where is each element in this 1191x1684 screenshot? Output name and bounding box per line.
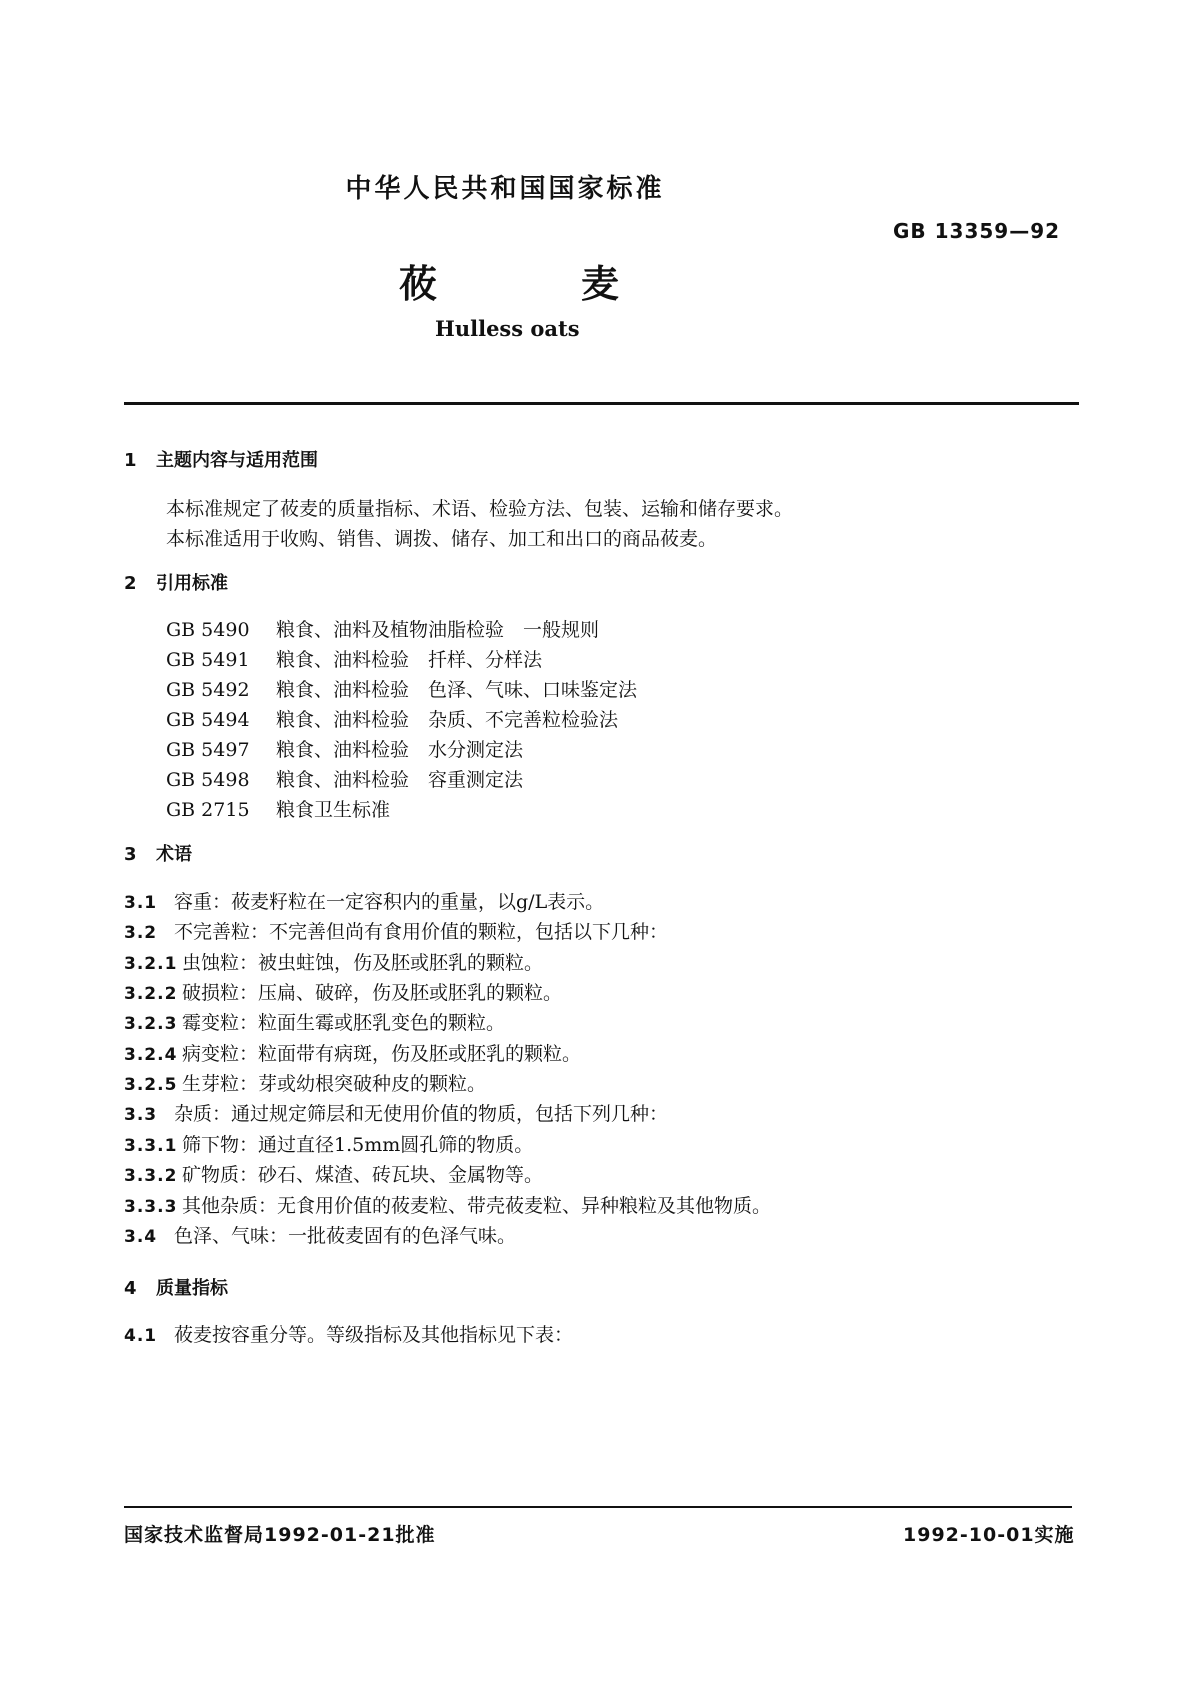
reference-code: GB 5497	[166, 739, 250, 761]
term-text: 矿物质：砂石、煤渣、砖瓦块、金属物等。	[182, 1164, 544, 1186]
term-text: 病变粒：粒面带有病斑，伤及胚或胚乳的颗粒。	[182, 1043, 582, 1065]
term-item	[124, 1069, 486, 1096]
reference-row	[166, 675, 637, 702]
section-1-paragraph: 本标准规定了莜麦的质量指标、术语、检验方法、包装、运输和储存要求。	[166, 498, 794, 520]
reference-code: GB 5492	[166, 679, 250, 701]
reference-title: 粮食、油料检验 扦样、分样法	[276, 649, 543, 671]
reference-code: GB 5490	[166, 619, 250, 641]
section-4-number: 4	[124, 1278, 137, 1299]
reference-row	[166, 705, 618, 732]
term-text: 容重：莜麦籽粒在一定容积内的重量，以g/L表示。	[174, 891, 605, 913]
section-2-number: 2	[124, 573, 137, 594]
footer-rule	[124, 1506, 1072, 1508]
reference-code: GB 5494	[166, 709, 250, 731]
effective-date: 1992-10-01实施	[903, 1524, 1075, 1546]
reference-code: GB 2715	[166, 799, 250, 821]
reference-row	[166, 645, 542, 672]
term-item	[124, 1221, 516, 1248]
term-text: 破损粒：压扁、破碎，伤及胚或胚乳的颗粒。	[182, 982, 563, 1004]
approval-date: 国家技术监督局1992-01-21批准	[124, 1524, 436, 1546]
term-number: 3.3.1	[124, 1136, 178, 1156]
term-number: 3.2.2	[124, 984, 178, 1004]
reference-row	[166, 735, 523, 762]
term-number: 3.2.5	[124, 1075, 178, 1095]
term-number: 3.3	[124, 1105, 158, 1125]
term-text: 生芽粒：芽或幼根突破种皮的颗粒。	[182, 1073, 487, 1095]
reference-code: GB 5498	[166, 769, 250, 791]
standard-number: GB 13359—92	[893, 219, 1061, 243]
section-1-title: 主题内容与适用范围	[156, 450, 318, 471]
section-2-title: 引用标准	[156, 573, 228, 594]
section-3-number: 3	[124, 844, 137, 865]
term-item	[124, 1099, 668, 1126]
reference-row	[166, 615, 599, 642]
term-number: 3.2.3	[124, 1014, 178, 1034]
reference-title: 粮食、油料检验 杂质、不完善粒检验法	[276, 709, 619, 731]
term-item	[124, 978, 562, 1005]
term-item	[124, 1008, 505, 1035]
reference-title: 粮食卫生标准	[276, 799, 391, 821]
document-title-cn	[399, 253, 619, 308]
standard-name: 中华人民共和国国家标准	[345, 174, 665, 204]
term-item	[124, 1130, 533, 1157]
section-2-heading	[124, 569, 228, 595]
reference-row	[166, 795, 390, 822]
reference-title: 粮食、油料检验 容重测定法	[276, 769, 524, 791]
term-text: 莜麦按容重分等。等级指标及其他指标见下表：	[174, 1324, 574, 1346]
term-number: 3.1	[124, 893, 158, 913]
reference-title: 粮食、油料检验 色泽、气味、口味鉴定法	[276, 679, 638, 701]
section-4-title: 质量指标	[156, 1278, 228, 1299]
term-item	[124, 1191, 771, 1218]
reference-row	[166, 765, 523, 792]
term-number: 3.3.3	[124, 1197, 178, 1217]
reference-title: 粮食、油料检验 水分测定法	[276, 739, 524, 761]
term-item	[124, 1039, 581, 1066]
term-text: 不完善粒：不完善但尚有食用价值的颗粒，包括以下几种：	[174, 921, 669, 943]
term-number: 4.1	[124, 1326, 158, 1346]
term-text: 色泽、气味：一批莜麦固有的色泽气味。	[174, 1225, 517, 1247]
header-rule	[124, 402, 1079, 405]
term-item	[124, 917, 668, 944]
term-item	[124, 887, 604, 914]
term-number: 3.2.4	[124, 1045, 178, 1065]
term-number: 3.4	[124, 1227, 158, 1247]
term-text: 霉变粒：粒面生霉或胚乳变色的颗粒。	[182, 1012, 506, 1034]
title-char-1: 莜	[399, 262, 438, 306]
term-item	[124, 948, 543, 975]
term-number: 3.3.2	[124, 1166, 178, 1186]
term-text: 其他杂质：无食用价值的莜麦粒、带壳莜麦粒、异种粮粒及其他物质。	[182, 1195, 772, 1217]
title-char-2: 麦	[580, 262, 619, 306]
term-number: 3.2	[124, 923, 158, 943]
section-3-heading	[124, 840, 192, 866]
section-1-number: 1	[124, 450, 137, 471]
term-text: 虫蚀粒：被虫蛀蚀，伤及胚或胚乳的颗粒。	[182, 952, 544, 974]
section-4-heading	[124, 1274, 228, 1300]
term-number: 3.2.1	[124, 954, 178, 974]
term-item	[124, 1320, 573, 1347]
term-item	[124, 1160, 543, 1187]
section-1-paragraph: 本标准适用于收购、销售、调拨、储存、加工和出口的商品莜麦。	[166, 528, 718, 550]
section-3-title: 术语	[156, 844, 192, 865]
term-text: 筛下物：通过直径1.5mm圆孔筛的物质。	[182, 1134, 534, 1156]
document-title-en: Hulless oats	[435, 316, 580, 341]
reference-code: GB 5491	[166, 649, 250, 671]
reference-title: 粮食、油料及植物油脂检验 一般规则	[276, 619, 600, 641]
section-1-heading	[124, 446, 318, 472]
term-text: 杂质：通过规定筛层和无使用价值的物质，包括下列几种：	[174, 1103, 669, 1125]
